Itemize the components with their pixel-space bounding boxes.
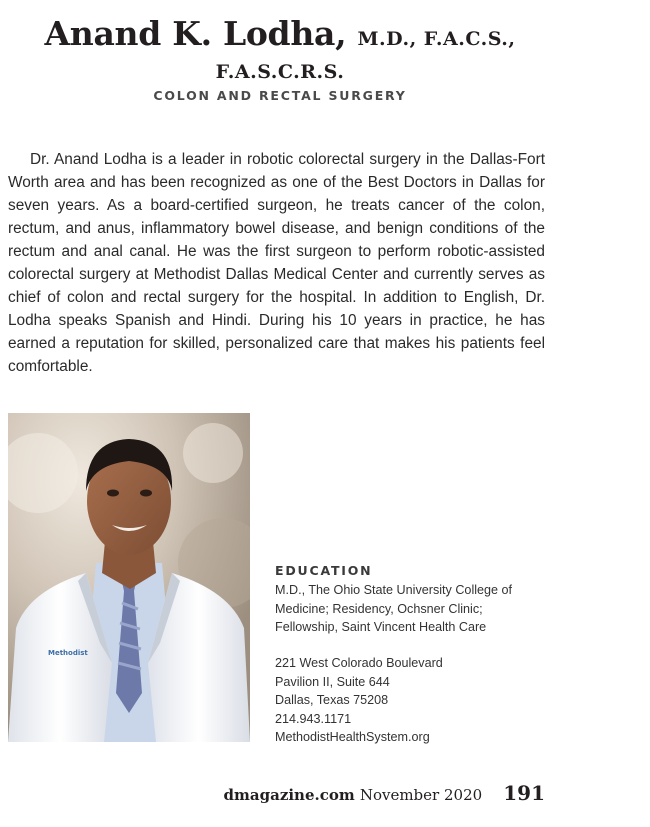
address-line-2: Pavilion II, Suite 644 <box>275 674 390 689</box>
address-city: Dallas, Texas 75208 <box>275 693 389 707</box>
footer-site: dmagazine.com <box>223 786 355 804</box>
website-link[interactable]: MethodistHealthSystem.org <box>275 730 430 744</box>
doctor-name-line <box>0 14 560 59</box>
credentials-line-1: M.D., F.A.C.S., <box>357 28 516 50</box>
profile-header <box>0 14 560 105</box>
phone-number: 214.943.1171 <box>275 711 352 726</box>
biography-paragraph: Dr. Anand Lodha is a leader in robotic colorectal surgery in the Dallas-Fort Worth area and has been recognized as one of the Best Doctors in Dallas for seven years. As a board-certified surgeon, he treats cancer of the colon, rectum, and anus, inflammatory bowel disease, and benign conditions of the rectum and anal canal. He was the first surgeon to perform robotic-assisted colorectal surgery at Methodist Dallas Medical Center and currently serves as chief of colon and rectal surgery for the hospital. In addition to English, Dr. Lodha speaks Spanish and Hindi. During his 10 years in practice, he has earned a reputation for skilled, personalized care that makes his patients feel comfortable. <box>8 151 545 375</box>
coat-logo-text: Methodist <box>48 649 88 657</box>
address-line-1: 221 West Colorado Boulevard <box>275 656 443 670</box>
portrait-illustration <box>8 413 250 742</box>
contact-block <box>275 654 545 747</box>
doctor-portrait-photo <box>8 413 250 742</box>
credentials-line-2: F.A.S.C.R.S. <box>215 61 345 83</box>
education-text: M.D., The Ohio State University College of Medicine; Residency, Ochsner Clinic; Fellowship, Saint Vincent Health Care <box>275 583 513 634</box>
specialty-label: COLON AND RECTAL SURGERY <box>153 88 407 103</box>
page-number: 191 <box>503 781 545 805</box>
education-heading: EDUCATION <box>275 563 373 578</box>
page-footer <box>224 781 545 805</box>
footer-date: November 2020 <box>359 786 483 804</box>
doctor-name: Anand K. Lodha, <box>44 14 347 53</box>
